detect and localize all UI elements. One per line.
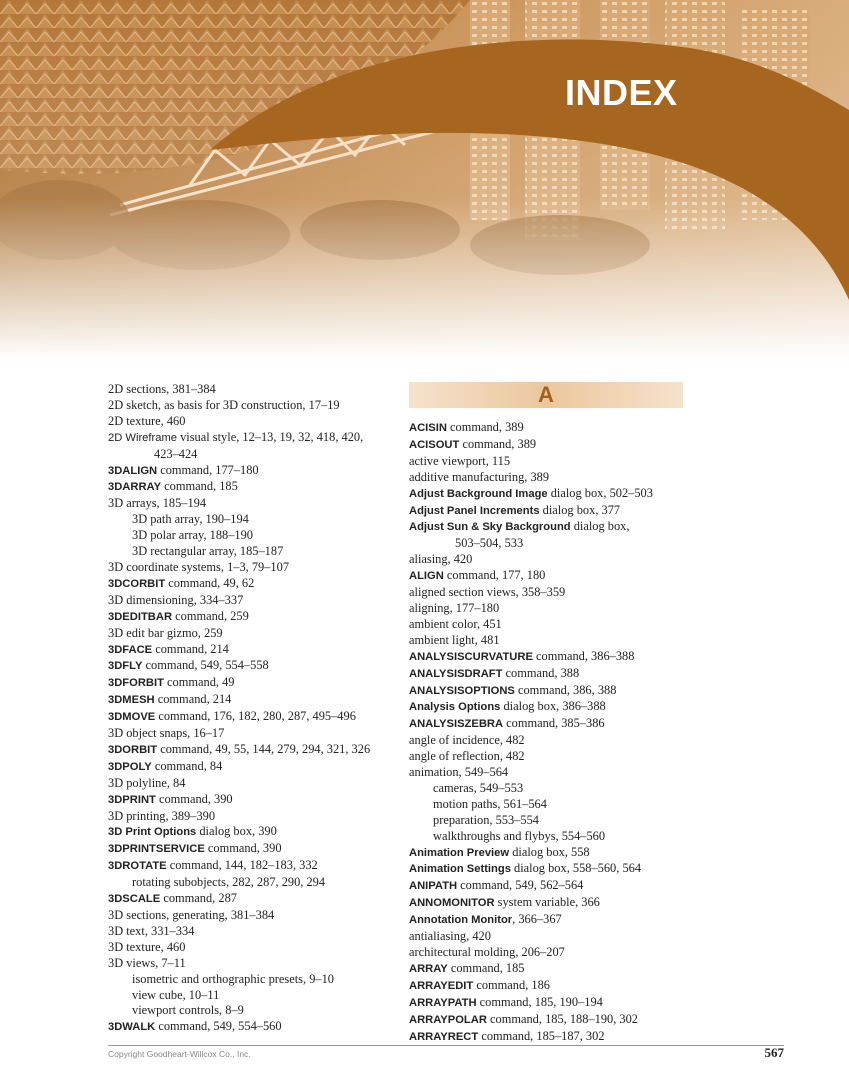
index-subentry: preparation, 553–554 xyxy=(433,812,539,827)
index-subentry: walkthroughs and flybys, 554–560 xyxy=(433,828,606,843)
index-entry: ANALYSISDRAFT command, 388 xyxy=(409,665,580,680)
index-entry: 3DMESH command, 214 xyxy=(108,692,232,707)
index-entry: 3DALIGN command, 177–180 xyxy=(108,462,259,477)
index-subentry: view cube, 10–11 xyxy=(132,987,220,1002)
index-entry: 3DFACE command, 214 xyxy=(108,641,229,656)
index-column-left xyxy=(108,382,408,1036)
index-subentry: 3D polar array, 188–190 xyxy=(132,528,254,543)
index-entry: 3DARRAY command, 185 xyxy=(108,479,238,494)
index-entry: 3DSCALE command, 287 xyxy=(108,891,237,906)
index-entry: ANALYSISOPTIONS command, 386, 388 xyxy=(409,682,617,697)
index-entry: 2D sketch, as basis for 3D construction, 17–19 xyxy=(108,397,340,412)
index-entry: 3DPRINTSERVICE command, 390 xyxy=(108,841,282,856)
index-entry: 3D polyline, 84 xyxy=(108,775,186,790)
index-entry: Adjust Background Image dialog box, 502–503 xyxy=(409,485,653,500)
index-entry: ALIGN command, 177, 180 xyxy=(409,568,546,583)
index-entry: 3D sections, generating, 381–384 xyxy=(108,908,275,922)
index-entry: 3DFORBIT command, 49 xyxy=(108,675,235,690)
index-entry: 2D texture, 460 xyxy=(108,413,186,428)
index-entry: ANALYSISCURVATURE command, 386–388 xyxy=(409,648,635,663)
index-entry: animation, 549–564 xyxy=(409,765,509,780)
index-entry: aligning, 177–180 xyxy=(409,600,500,615)
index-entry: 3DORBIT command, 49, 55, 144, 279, 294, 321, 326 xyxy=(108,741,371,756)
index-entry: 3DROTATE command, 144, 182–183, 332 xyxy=(108,858,318,873)
section-letter-bar xyxy=(409,382,683,408)
index-entry: Animation Settings dialog box, 558–560, 564 xyxy=(409,861,642,876)
page-title: INDEX xyxy=(565,72,678,113)
header-artwork xyxy=(0,0,849,360)
index-entry: 3D edit bar gizmo, 259 xyxy=(108,625,223,640)
index-entry: angle of incidence, 482 xyxy=(409,733,525,748)
index-entry: Adjust Panel Increments dialog box, 377 xyxy=(409,502,621,517)
index-entry: 3DCORBIT command, 49, 62 xyxy=(108,575,255,590)
index-entry: 3D coordinate systems, 1–3, 79–107 xyxy=(108,559,290,574)
index-entry: 3DPRINT command, 390 xyxy=(108,791,233,806)
index-entry: ANIPATH command, 549, 562–564 xyxy=(409,878,584,893)
index-entry: Animation Preview dialog box, 558 xyxy=(409,844,590,859)
index-entry: active viewport, 115 xyxy=(409,453,511,468)
index-entry: aligned section views, 358–359 xyxy=(409,585,566,600)
index-entry: 2D sections, 381–384 xyxy=(108,382,216,396)
index-entry: antialiasing, 420 xyxy=(409,929,491,944)
index-entry: 3D object snaps, 16–17 xyxy=(108,726,225,741)
index-entry: aliasing, 420 xyxy=(409,552,473,567)
index-entry: ARRAYEDIT command, 186 xyxy=(409,977,550,992)
index-entry: ACISIN command, 389 xyxy=(409,420,524,434)
index-entry: ARRAYPOLAR command, 185, 188–190, 302 xyxy=(409,1011,639,1026)
index-entry: 3D dimensioning, 334–337 xyxy=(108,592,244,607)
index-entry: 3D arrays, 185–194 xyxy=(108,496,207,511)
index-entry: 3DPOLY command, 84 xyxy=(108,758,223,773)
index-entry: ANNOMONITOR system variable, 366 xyxy=(409,895,600,910)
index-column-right xyxy=(409,382,709,1045)
index-entry: additive manufacturing, 389 xyxy=(409,469,550,484)
index-entry: ARRAYRECT command, 185–187, 302 xyxy=(409,1028,605,1043)
index-subentry: rotating subobjects, 282, 287, 290, 294 xyxy=(132,875,326,890)
index-subentry: 3D rectangular array, 185–187 xyxy=(132,544,284,559)
index-entry: 3D text, 331–334 xyxy=(108,923,195,938)
page-number: 567 xyxy=(764,1045,784,1060)
index-entry: Annotation Monitor, 366–367 xyxy=(409,912,562,927)
index-entry: 3D views, 7–11 xyxy=(108,955,186,970)
index-subentry: viewport controls, 8–9 xyxy=(132,1003,244,1018)
index-entry: 3D printing, 389–390 xyxy=(108,808,216,823)
index-entry: 3DEDITBAR command, 259 xyxy=(108,608,249,623)
index-entry-continued: 503–504, 533 xyxy=(455,536,524,551)
index-subentry: motion paths, 561–564 xyxy=(433,796,547,811)
index-entry: 3DWALK command, 549, 554–560 xyxy=(108,1019,282,1034)
index-entry: Analysis Options dialog box, 386–388 xyxy=(409,699,606,714)
index-entry: 2D Wireframe visual style, 12–13, 19, 32, 418, 420, xyxy=(108,429,364,444)
footer-rule xyxy=(108,1045,784,1046)
index-entry: ambient color, 451 xyxy=(409,616,502,631)
index-entry: ANALYSISZEBRA command, 385–386 xyxy=(409,716,605,731)
index-entry-continued: 423–424 xyxy=(154,446,198,461)
index-entry: 3D texture, 460 xyxy=(108,939,186,954)
index-entry: 3D Print Options dialog box, 390 xyxy=(108,824,277,839)
index-entry: Adjust Sun & Sky Background dialog box, xyxy=(409,519,630,534)
section-letter: A xyxy=(538,382,554,408)
index-entry: ambient light, 481 xyxy=(409,632,500,647)
index-entry: architectural molding, 206–207 xyxy=(409,945,565,959)
index-entry: ACISOUT command, 389 xyxy=(409,436,537,451)
index-subentry: 3D path array, 190–194 xyxy=(132,512,249,527)
index-entry: ARRAYPATH command, 185, 190–194 xyxy=(409,994,603,1009)
index-entry: 3DMOVE command, 176, 182, 280, 287, 495–496 xyxy=(108,709,356,724)
index-subentry: cameras, 549–553 xyxy=(433,780,524,795)
index-entry: ARRAY command, 185 xyxy=(409,960,525,975)
index-entry: 3DFLY command, 549, 554–558 xyxy=(108,658,269,673)
footer-copyright: Copyright Goodheart-Willcox Co., Inc. xyxy=(108,1049,251,1059)
index-subentry: isometric and orthographic presets, 9–10 xyxy=(132,971,334,986)
index-entry: angle of reflection, 482 xyxy=(409,749,525,764)
header-banner xyxy=(0,0,849,360)
